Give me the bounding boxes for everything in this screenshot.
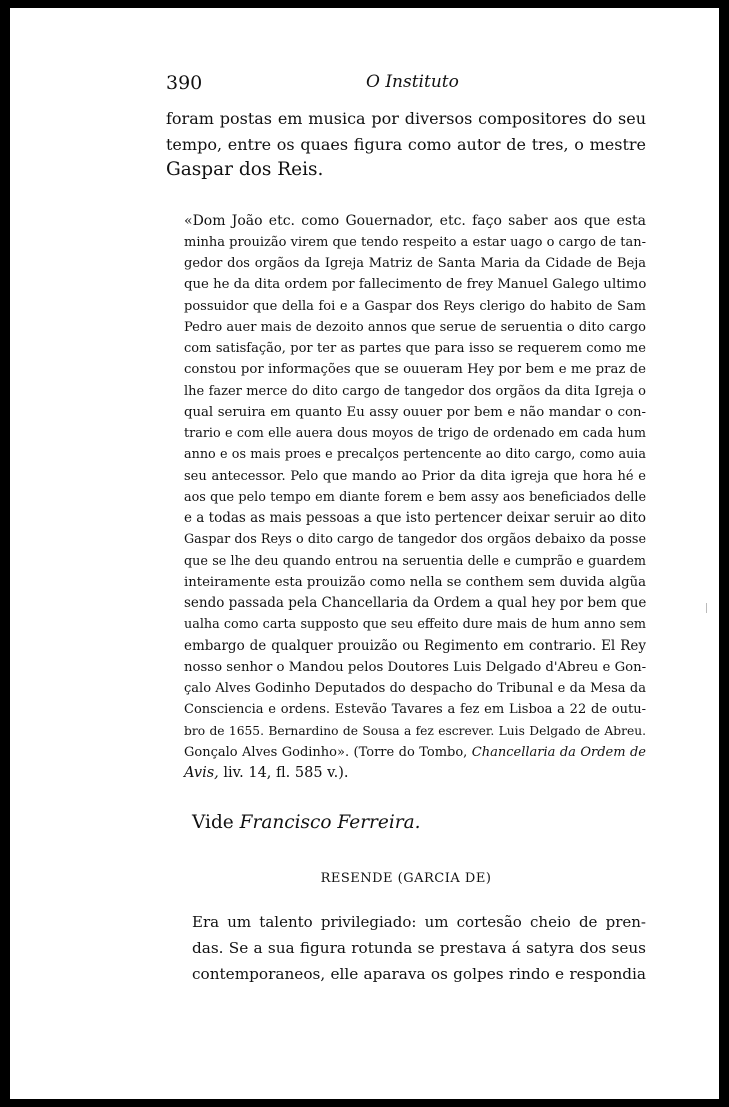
closing-paragraph	[166, 909, 646, 987]
text-line: bro de 1655. Bernardino de Sousa a fez escrever. Luis Delgado de Abreu.	[184, 723, 646, 738]
paper-speck	[706, 603, 707, 613]
citation-source-title-end: Avis,	[184, 765, 219, 781]
citation-text: Gonçalo Alves Godinho». (Torre do Tombo,	[184, 744, 468, 760]
text-line: Consciencia e ordens. Estevão Tavares a fez em Lisboa a 22 de outu-	[184, 702, 646, 718]
quoted-document	[166, 211, 646, 785]
text-line: qual seruira em quanto Eu assy ouuer por bem e não mandar o con-	[184, 404, 646, 420]
text-line: e a todas as mais pessoas a que isto pertencer deixar seruir ao dito	[184, 510, 646, 526]
text-line: «Dom João etc. como Gouernador, etc. faço saber aos que esta	[184, 212, 646, 229]
text-line: que he da dita ordem por fallecimento de frey Manuel Galego ultimo	[184, 277, 647, 293]
text-line: Gaspar dos Reys o dito cargo de tangedor dos orgãos debaixo da posse	[184, 532, 646, 548]
citation-reference: liv. 14, fl. 585 v.).	[223, 765, 349, 781]
cross-reference	[166, 810, 646, 835]
text-line: foram postas em musica por diversos compositores do seu	[166, 109, 646, 128]
section-heading: RESENDE (GARCIA DE)	[320, 871, 492, 887]
text-line: embargo de qualquer prouizão ou Regimento em contrario. El Rey	[184, 637, 646, 654]
text-line: Gaspar dos Reis.	[166, 159, 324, 180]
text-line: çalo Alves Godinho Deputados do despacho do Tribunal e da Mesa da	[184, 681, 646, 696]
text-line: constou por informações que se ouueram Hey por bem e me praz de	[184, 362, 646, 378]
citation-line	[166, 742, 646, 763]
page-number: 390	[166, 72, 203, 94]
text-line: contemporaneos, elle aparava os golpes rindo e respondia	[192, 965, 646, 984]
text-line: ualha como carta supposto que seu effeito dure mais de hum anno sem	[184, 617, 646, 633]
text-line: Pedro auer mais de dezoito annos que serue de seruentia o dito cargo	[184, 319, 646, 335]
intro-paragraph	[166, 106, 646, 183]
text-line: com satisfação, por ter as partes que para isso se requerem como me	[184, 341, 646, 356]
text-line: inteiramente esta prouizão como nella se conthem sem duvida algũa	[184, 574, 646, 590]
text-line: minha prouizão virem que tendo respeito a estar uago o cargo de tan-	[184, 234, 646, 250]
text-line: gedor dos orgãos da Igreja Matriz de Santa Maria da Cidade de Beja	[184, 256, 646, 271]
text-line: tempo, entre os quaes figura como autor de tres, o mestre	[166, 134, 646, 154]
text-line: que se lhe deu quando entrou na seruentia delle e cumprão e guardem	[184, 553, 646, 569]
text-line: das. Se a sua figura rotunda se prestava á satyra dos seus	[192, 939, 646, 958]
page-header	[166, 72, 646, 100]
text-line: Era um talento privilegiado: um cortesão cheio de pren-	[192, 913, 646, 932]
text-line: sendo passada pela Chancellaria da Ordem a qual hey por bem que	[184, 595, 647, 611]
text-line: trario e com elle auera dous moyos de trigo de ordenado em cada hum	[184, 426, 646, 441]
book-page	[10, 8, 719, 1099]
vide-prefix: Vide	[192, 812, 234, 834]
citation-source-title: Chancellaria da Ordem de	[471, 744, 647, 760]
text-line: aos que pelo tempo em diante forem e bem assy aos beneficiados delle	[184, 489, 646, 505]
text-line: seu antecessor. Pelo que mando ao Prior da dita igreja que hora hé e	[184, 468, 646, 484]
citation-line	[166, 763, 646, 784]
vide-name: Francisco Ferreira.	[239, 812, 421, 834]
text-line: anno e os mais proes e precalços pertencente ao dito cargo, como auia	[184, 447, 646, 463]
running-title: O Instituto	[366, 72, 459, 92]
text-line: lhe fazer merce do dito cargo de tangedor dos orgãos da dita Igreja o	[184, 383, 646, 399]
page-body	[166, 106, 646, 987]
text-line: nosso senhor o Mandou pelos Doutores Luis Delgado d'Abreu e Gon-	[184, 659, 647, 675]
text-line: possuidor que della foi e a Gaspar dos Reys clerigo do habito de Sam	[184, 298, 646, 314]
